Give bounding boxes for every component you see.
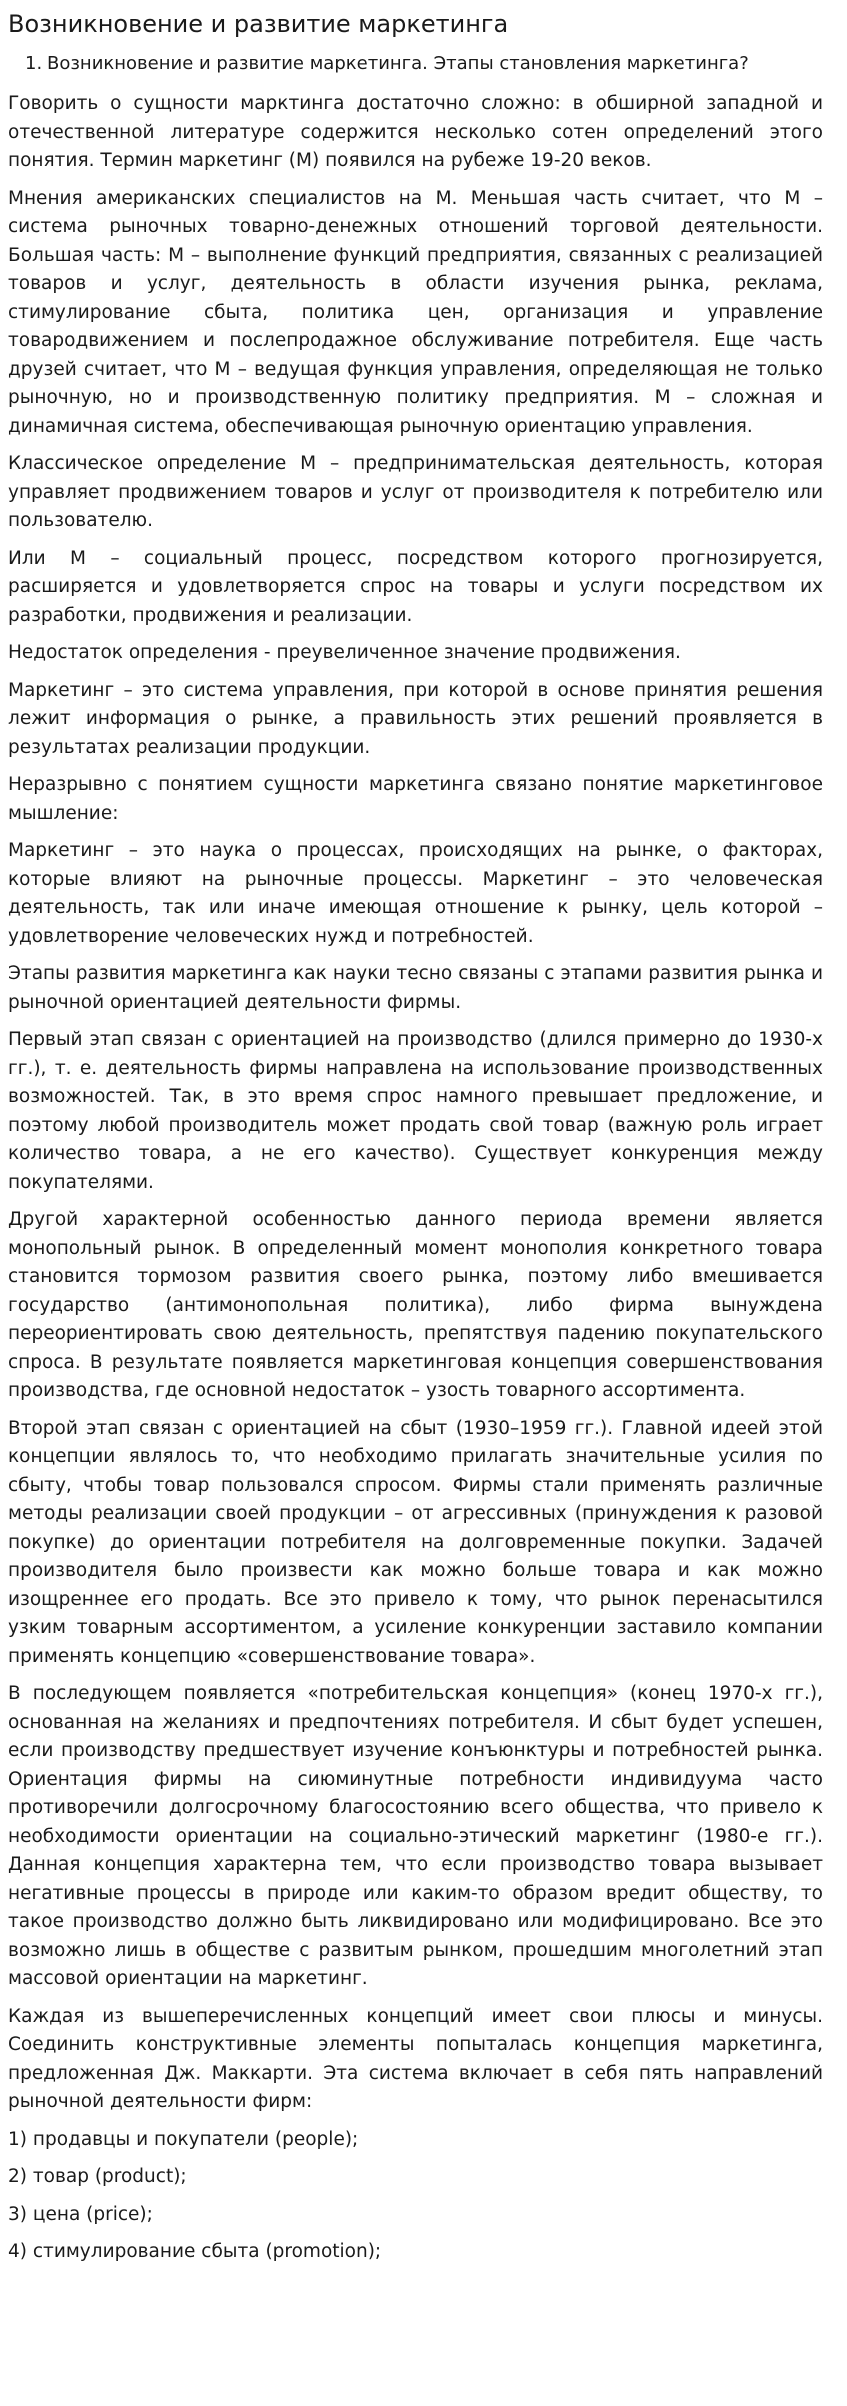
paragraph: Первый этап связан с ориентацией на производство (длился примерно до 1930-х гг.), т. е. деятельность фирмы направлена на использование производственных возможностей. Так, в это время спрос намного превышает предложение, и поэтому любой производитель может продать свой товар (важную роль играет количество товара, а не его качество). Существует конкуренция между покупателями. [8,1029,823,1193]
page-title: Возникновение и развитие маркетинга [8,10,509,38]
list-item: 2) товар (product); [8,2166,187,2187]
paragraph: Каждая из вышеперечисленных концепций имеет свои плюсы и минусы. Соединить конструктивные элементы попыталась концепция маркетинга, предложенная Дж. Маккарти. Эта система включает в себя пять направлений рыночной деятельности фирм: [8,2005,823,2112]
paragraph: Классическое определение М – предпринимательская деятельность, которая управляет продвижением товаров и услуг от производителя к потребителю или пользователю. [8,453,823,531]
paragraph: Этапы развития маркетинга как науки тесно связаны с этапами развития рынка и рыночной ориентацией деятельности фирмы. [8,963,823,1013]
toc-item-number: 1. [25,53,43,74]
paragraph: Мнения американских специалистов на М. Меньшая часть считает, что М – система рыночных товарно-денежных отношений торговой деятельности. Большая часть: М – выполнение функций предприятия, связанных с реализацией товаров и услуг, деятельность в области изучения рынка, реклама, стимулирование сбыта, политика цен, организация и управление товародвижением и послепродажное обслуживание потребителя. Еще часть друзей считает, что М – ведущая функция управления, определяющая не только рыночную, но и производственную политику предприятия. М – сложная и динамичная система, обеспечивающая рыночную ориентацию управления. [8,187,823,437]
list-item: 3) цена (price); [8,2203,153,2225]
table-of-contents [8,50,823,77]
paragraph: Другой характерной особенностью данного периода времени является монопольный рынок. В определенный момент монополия конкретного товара становится тормозом развития своего рынка, поэтому либо вмешивается государство (антимонопольная политика), либо фирма вынуждена переориентировать свою деятельность, препятствуя падению покупательского спроса. В результате появляется маркетинговая концепция совершенствования производства, где основной недостаток – узость товарного ассортимента. [8,1209,823,1401]
paragraph: Маркетинг – это система управления, при которой в основе принятия решения лежит информация о рынке, а правильность этих решений проявляется в результатах реализации продукции. [8,679,823,758]
paragraph: Недостаток определения - преувеличенное значение продвижения. [8,642,681,663]
paragraph: Второй этап связан с ориентацией на сбыт (1930–1959 гг.). Главной идеей этой концепции являлось то, что необходимо прилагать значительные усилия по сбыту, чтобы товар пользовался спросом. Фирмы стали применять различные методы реализации своей продукции – от агрессивных (принуждения к разовой покупке) до ориентации потребителя на долговременные покупки. Задачей производителя было произвести как можно больше товара и как можно изощреннее его продать. Все это привело к тому, что рынок перенасытился узким товарным ассортиментом, а усиление конкуренции заставило компании применять концепцию «совершенствование товара». [8,1417,823,1667]
toc-item-label[interactable]: Возникновение и развитие маркетинга. Этапы становления маркетинга? [47,53,749,74]
toc-item[interactable] [25,50,823,77]
paragraph: Или М – социальный процесс, посредством которого прогнозируется, расширяется и удовлетворяется спрос на товары и услуги посредством их разработки, продвижения и реализации. [8,547,823,626]
list-item: 4) стимулирование сбыта (promotion); [8,2241,382,2262]
article-body [8,90,823,2267]
list-item: 1) продавцы и покупатели (people); [8,2128,359,2150]
paragraph: В последующем появляется «потребительская концепция» (конец 1970-х гг.), основанная на желаниях и предпочтениях потребителя. И сбыт будет успешен, если производству предшествует изучение конъюнктуры и потребностей рынка. Ориентация фирмы на сиюминутные потребности индивидуума часто противоречили долгосрочному благосостоянию всего общества, что привело к необходимости ориентации на социально-этический маркетинг (1980-е гг.). Данная концепция характерна тем, что если производство товара вызывает негативные процессы в природе или каким-то образом вредит обществу, то такое производство должно быть ликвидировано или модифицировано. Все это возможно лишь в обществе с развитым рынком, прошедшим многолетний этап массовой ориентации на маркетинг. [8,1683,823,1989]
paragraph: Неразрывно с понятием сущности маркетинга связано понятие маркетинговое мышление: [8,774,823,824]
paragraph: Маркетинг – это наука о процессах, происходящих на рынке, о факторах, которые влияют на рыночные процессы. Маркетинг – это человеческая деятельность, так или иначе имеющая отношение к рынку, цель которой –удовлетворение человеческих нужд и потребностей. [8,840,823,947]
paragraph: Говорить о сущности марктинга достаточно сложно: в обширной западной и отечественной литературе содержится несколько сотен определений этого понятия. Термин маркетинг (М) появился на рубеже 19-20 веков. [8,93,823,171]
